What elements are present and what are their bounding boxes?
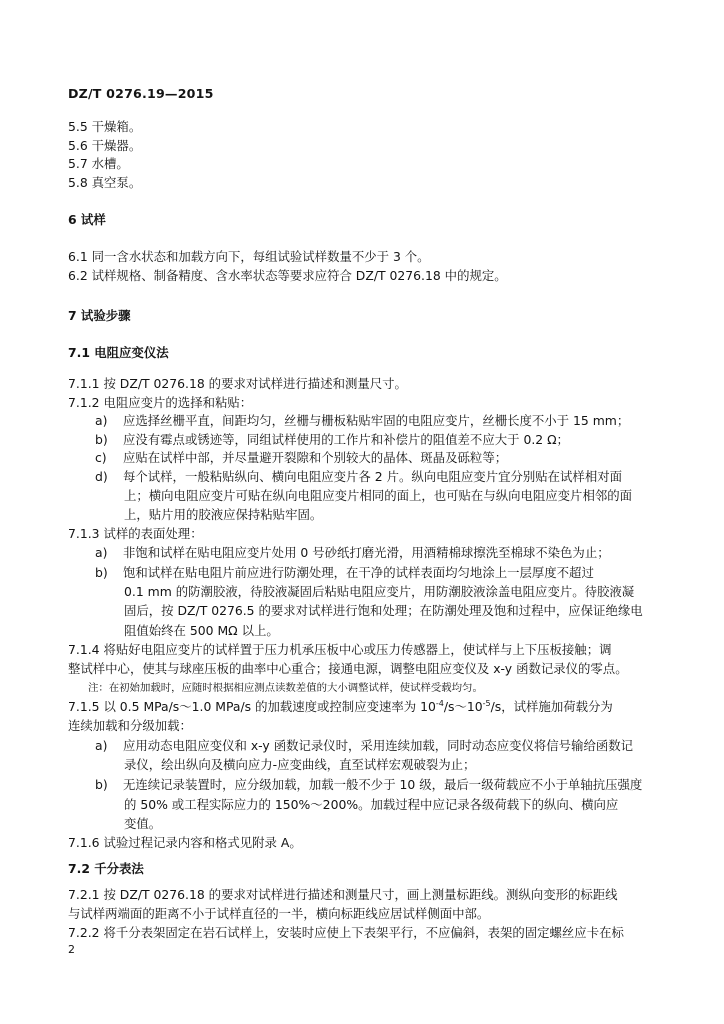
list-item-7-1-2-c — [95, 449, 507, 467]
item-7-2-1-cont: 与试样两端面的距离不小于试样直径的一半，横向标距线应居试样侧面中部。 — [68, 906, 490, 921]
list-label: b) — [95, 565, 108, 580]
item-6-2: 6.2 试样规格、制备精度、含水率状态等要求应符合 DZ/T 0276.18 中的规定。 — [68, 268, 507, 283]
heading-7: 7 试验步骤 — [68, 308, 131, 323]
list-label: c) — [95, 450, 107, 465]
item-5-6: 5.6 干燥器。 — [68, 138, 142, 153]
list-continuation: 录仪，绘出纵向及横向应力-应变曲线，直至试样宏观破裂为止； — [124, 757, 476, 772]
list-item-7-1-2-d — [95, 468, 622, 486]
superscript: -5 — [482, 698, 491, 708]
item-7-1-4-cont: 整试样中心，使其与球座压板的曲率中心重合；接通电源，调整电阻应变仪及 x-y 函数记录仪的零点。 — [68, 661, 628, 676]
list-continuation: 变值。 — [124, 816, 162, 831]
list-continuation: 上；横向电阻应变片可贴在纵向电阻应变片相同的面上，也可贴在与纵向电阻应变片相邻的面 — [124, 488, 633, 503]
list-text: 应用动态电阻应变仪和 x-y 函数记录仪时，采用连续加载，同时动态应变仪将信号输给函数记 — [123, 738, 634, 753]
item-7-1-5-text-c: /s，试样施加荷载分为 — [490, 699, 613, 714]
list-text: 每个试样，一般粘贴纵向、横向电阻应变片各 2 片。纵向电阻应变片宜分别贴在试样相对面 — [123, 469, 622, 484]
list-text: 应选择丝栅平直，间距均匀，丝栅与栅板粘贴牢固的电阻应变片，丝栅长度不小于 15 mm； — [123, 413, 630, 428]
item-5-8: 5.8 真空泵。 — [68, 175, 142, 190]
list-label: a) — [95, 413, 108, 428]
note-7-1-4: 注：在初始加载时，应随时根据相应测点读数差值的大小调整试样，使试样受载均匀。 — [88, 682, 483, 694]
list-item-7-1-3-a — [95, 544, 610, 562]
item-7-1-5 — [68, 698, 613, 716]
list-label: a) — [95, 545, 108, 560]
page-number: 2 — [68, 943, 75, 956]
item-5-7: 5.7 水槽。 — [68, 156, 129, 171]
item-7-1-5-text-a: 7.1.5 以 0.5 MPa/s～1.0 MPa/s 的加载速度或控制应变速率为 10 — [68, 699, 436, 714]
list-text: 应没有霉点或锈迹等，同组试样使用的工作片和补偿片的阻值差不应大于 0.2 Ω； — [123, 432, 569, 447]
list-label: d) — [95, 469, 108, 484]
heading-6: 6 试样 — [68, 212, 106, 227]
list-continuation: 上，贴片用的胶液应保持粘贴牢固。 — [124, 507, 323, 522]
list-text: 应贴在试样中部，并尽量避开裂隙和个别较大的晶体、斑晶及砾粒等； — [123, 450, 508, 465]
list-label: b) — [95, 432, 108, 447]
item-7-1-5-text-b: /s～10 — [443, 699, 483, 714]
item-5-5: 5.5 干燥箱。 — [68, 119, 142, 134]
item-7-1-1: 7.1.1 按 DZ/T 0276.18 的要求对试样进行描述和测量尺寸。 — [68, 376, 407, 391]
superscript: -4 — [435, 698, 444, 708]
list-item-7-1-2-b — [95, 431, 569, 449]
heading-7-2: 7.2 千分表法 — [68, 861, 144, 876]
item-7-1-3: 7.1.3 试样的表面处理： — [68, 526, 203, 541]
list-item-7-1-5-a — [95, 737, 633, 755]
list-item-7-1-2-a — [95, 412, 629, 430]
list-text: 无连续记录装置时，应分级加载，加载一般不少于 10 级，最后一级荷载应不小于单轴抗压强度 — [123, 777, 643, 792]
list-label: b) — [95, 777, 108, 792]
list-text: 饱和试样在贴电阻片前应进行防潮处理，在干净的试样表面均匀地涂上一层厚度不超过 — [123, 565, 594, 580]
list-continuation: 固后，按 DZ/T 0276.5 的要求对试样进行饱和处理；在防潮处理及饱和过程中，应保证绝缘电 — [124, 603, 643, 618]
list-continuation: 阻值始终在 500 MΩ 以上。 — [124, 623, 279, 638]
item-7-1-5-cont: 连续加载和分级加载： — [68, 718, 192, 733]
list-item-7-1-5-b — [95, 776, 642, 794]
list-item-7-1-3-b — [95, 564, 594, 582]
item-7-2-2: 7.2.2 将千分表架固定在岩石试样上，安装时应使上下表架平行，不应偏斜，表架的固定螺丝应卡在标 — [68, 925, 624, 940]
list-label: a) — [95, 738, 108, 753]
item-7-2-1: 7.2.1 按 DZ/T 0276.18 的要求对试样进行描述和测量尺寸，画上测量标距线。测纵向变形的标距线 — [68, 887, 618, 902]
heading-7-1: 7.1 电阻应变仪法 — [68, 345, 169, 360]
list-continuation: 的 50% 或工程实际应力的 150%～200%。加载过程中应记录各级荷载下的纵向、横向应 — [124, 797, 619, 812]
item-6-1: 6.1 同一含水状态和加载方向下，每组试验试样数量不少于 3 个。 — [68, 249, 430, 264]
item-7-1-4: 7.1.4 将贴好电阻应变片的试样置于压力机承压板中心或压力传感器上，使试样与上下压板接触；调 — [68, 642, 612, 657]
list-text: 非饱和试样在贴电阻应变片处用 0 号砂纸打磨光滑，用酒精棉球擦洗至棉球不染色为止； — [123, 545, 610, 560]
standard-code: DZ/T 0276.19—2015 — [68, 86, 214, 101]
item-7-1-2: 7.1.2 电阻应变片的选择和粘贴： — [68, 395, 253, 410]
list-continuation: 0.1 mm 的防潮胶液，待胶液凝固后粘贴电阻应变片，用防潮胶液涂盖电阻应变片。待胶液凝 — [124, 584, 635, 599]
item-7-1-6: 7.1.6 试验过程记录内容和格式见附录 A。 — [68, 835, 302, 850]
